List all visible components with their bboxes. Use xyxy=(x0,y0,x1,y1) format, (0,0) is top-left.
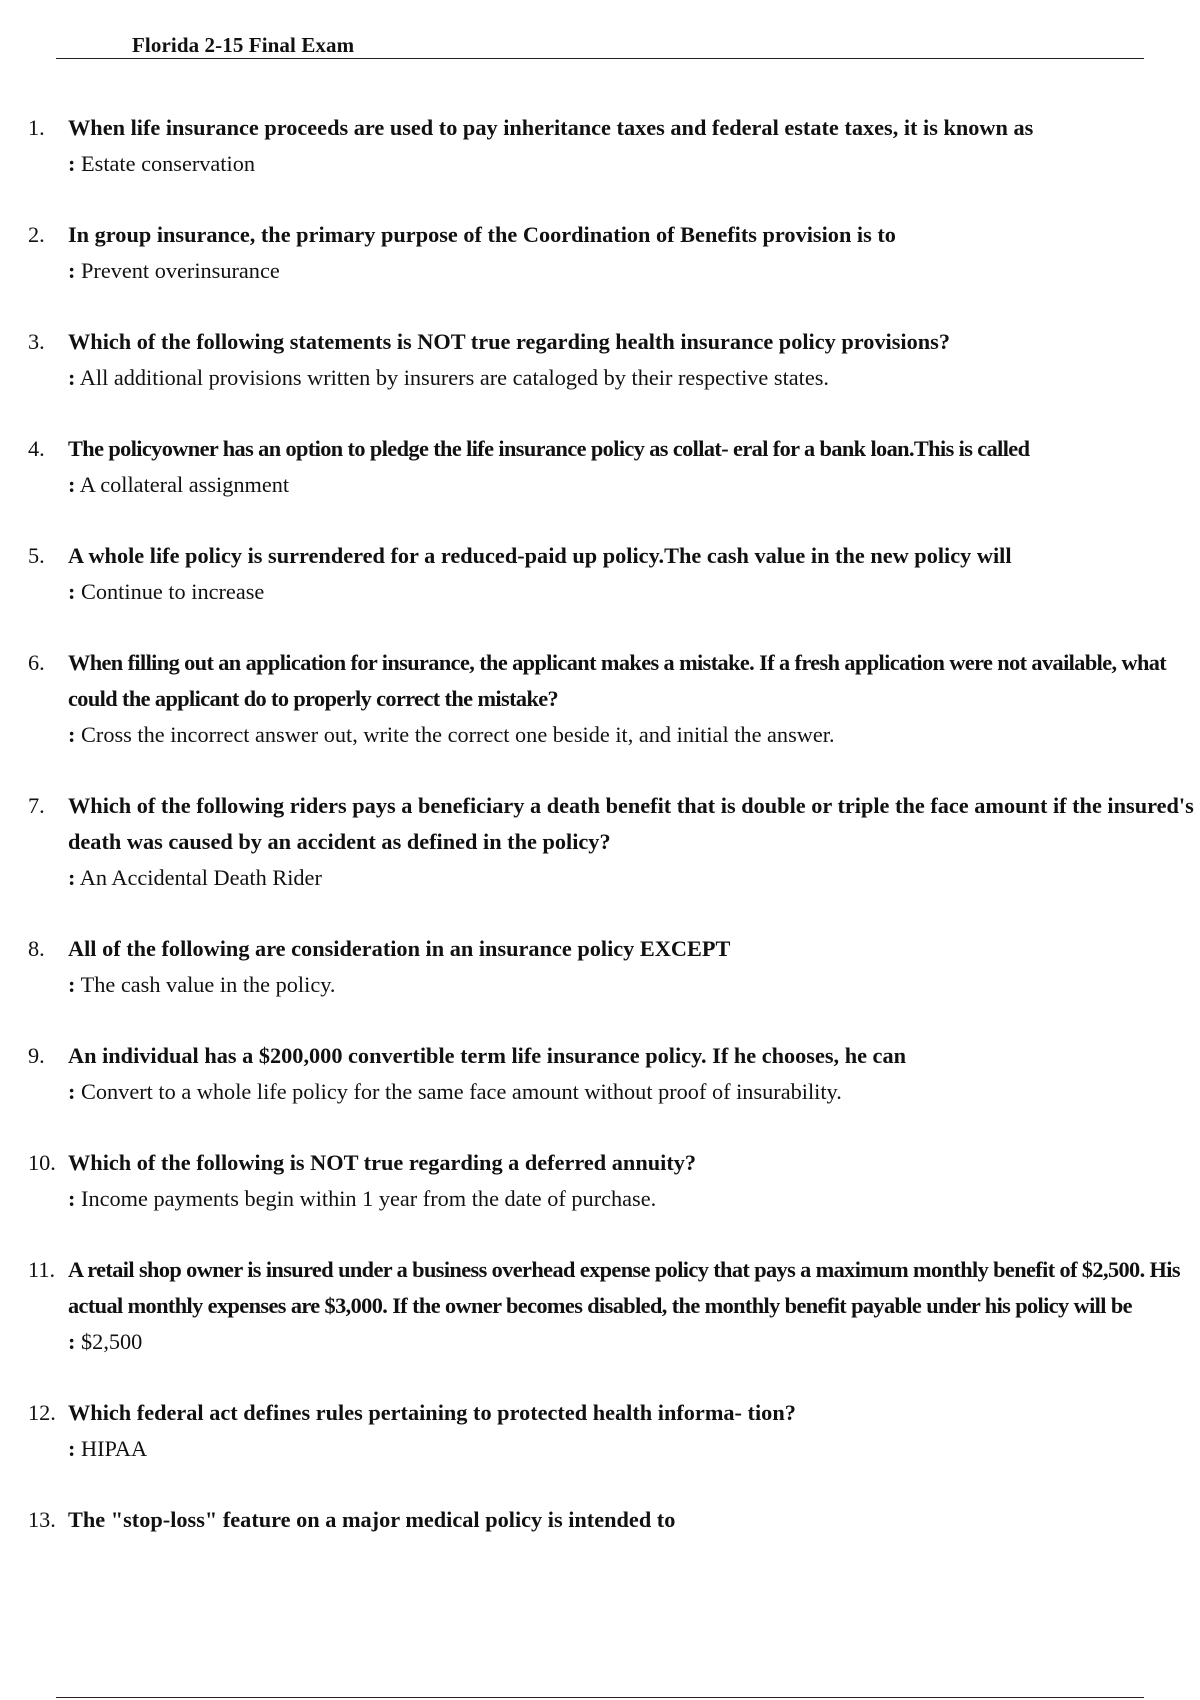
question-number: 7. xyxy=(28,793,45,818)
footer-divider xyxy=(56,1697,1144,1698)
answer-prefix: : xyxy=(68,579,76,604)
answer-text: HIPAA xyxy=(81,1436,148,1461)
answer-prefix: : xyxy=(68,1436,76,1461)
answer-prefix: : xyxy=(68,258,76,283)
answer-text: All additional provisions written by insurers are cataloged by their respective states. xyxy=(79,365,830,390)
answer-text: Estate conservation xyxy=(81,151,255,176)
answer-text: Cross the incorrect answer out, write the correct one beside it, and initial the answer. xyxy=(81,722,835,747)
answer-line xyxy=(68,146,1200,182)
question-item xyxy=(28,110,1200,182)
question-item xyxy=(28,1145,1200,1217)
answer-line xyxy=(68,717,1200,753)
answer-text: A collateral assignment xyxy=(79,472,290,497)
answer-line xyxy=(68,1324,1200,1360)
answer-prefix: : xyxy=(68,151,76,176)
answer-line xyxy=(68,1181,1200,1217)
question-item xyxy=(28,431,1200,503)
answer-text: $2,500 xyxy=(81,1329,143,1354)
question-item xyxy=(28,1038,1200,1110)
answer-text: Income payments begin within 1 year from the date of purchase. xyxy=(81,1186,657,1211)
answer-line xyxy=(68,467,1200,503)
question-text: Which of the following riders pays a beneficiary a death benefit that is double or triple the face amount if the insured's death was caused by an accident as defined in the policy? xyxy=(68,793,1200,854)
question-number: 13. xyxy=(28,1507,56,1532)
answer-line xyxy=(68,860,1200,896)
question-number: 1. xyxy=(28,115,45,140)
question-text: The "stop-loss" feature on a major medical policy is intended to xyxy=(68,1507,676,1532)
question-number: 4. xyxy=(28,436,45,461)
question-item xyxy=(28,645,1200,753)
question-number: 5. xyxy=(28,543,45,568)
answer-text: Prevent overinsurance xyxy=(81,258,280,283)
answer-prefix: : xyxy=(68,972,76,997)
question-item xyxy=(28,1502,1200,1538)
question-number: 11. xyxy=(28,1257,56,1282)
question-item xyxy=(28,1252,1200,1360)
question-number: 3. xyxy=(28,329,45,354)
question-text: Which of the following statements is NOT true regarding health insurance policy provisions? xyxy=(68,329,951,354)
question-text: The policyowner has an option to pledge the life insurance policy as collat- eral for a bank loan.This is called xyxy=(68,436,1030,461)
answer-text: An Accidental Death Rider xyxy=(79,865,322,890)
answer-line xyxy=(68,1074,1200,1110)
question-number: 9. xyxy=(28,1043,45,1068)
answer-text: The cash value in the policy. xyxy=(80,972,336,997)
question-item xyxy=(28,324,1200,396)
answer-line xyxy=(68,967,1200,1003)
question-item xyxy=(28,788,1200,896)
answer-line xyxy=(68,1431,1200,1467)
answer-prefix: : xyxy=(68,1329,76,1354)
answer-line xyxy=(68,574,1200,610)
question-text: When life insurance proceeds are used to pay inheritance taxes and federal estate taxes, it is known as xyxy=(68,115,1034,140)
question-number: 8. xyxy=(28,936,45,961)
question-text: Which federal act defines rules pertaining to protected health informa- tion? xyxy=(68,1400,796,1425)
answer-prefix: : xyxy=(68,1079,76,1104)
question-text: A retail shop owner is insured under a business overhead expense policy that pays a maximum monthly benefit of $2,500. His actual monthly expenses are $3,000. If the owner becomes disabled, the monthly benefit payable under his policy will be xyxy=(68,1257,1185,1318)
answer-text: Continue to increase xyxy=(81,579,265,604)
question-number: 12. xyxy=(28,1400,56,1425)
answer-prefix: : xyxy=(68,722,76,747)
answer-prefix: : xyxy=(68,1186,76,1211)
question-text: An individual has a $200,000 convertible term life insurance policy. If he chooses, he can xyxy=(68,1043,907,1068)
answer-line xyxy=(68,253,1200,289)
question-item xyxy=(28,217,1200,289)
answer-prefix: : xyxy=(68,472,76,497)
question-text: All of the following are consideration in an insurance policy EXCEPT xyxy=(68,936,731,961)
page-title: Florida 2-15 Final Exam xyxy=(132,33,355,57)
question-item xyxy=(28,931,1200,1003)
question-text: Which of the following is NOT true regarding a deferred annuity? xyxy=(68,1150,697,1175)
question-text: When filling out an application for insurance, the applicant makes a mistake. If a fresh application were not available, what could the applicant do to properly correct the mistake? xyxy=(68,650,1172,711)
question-number: 6. xyxy=(28,650,45,675)
answer-text: Convert to a whole life policy for the same face amount without proof of insurability. xyxy=(81,1079,842,1104)
answer-prefix: : xyxy=(68,365,76,390)
question-item xyxy=(28,1395,1200,1467)
page-header xyxy=(56,30,1144,59)
question-text: In group insurance, the primary purpose of the Coordination of Benefits provision is to xyxy=(68,222,896,247)
answer-line xyxy=(68,360,1200,396)
question-item xyxy=(28,538,1200,610)
question-list xyxy=(28,110,1200,1538)
question-number: 2. xyxy=(28,222,45,247)
question-text: A whole life policy is surrendered for a reduced-paid up policy.The cash value in the new policy will xyxy=(68,543,1012,568)
answer-prefix: : xyxy=(68,865,76,890)
question-number: 10. xyxy=(28,1150,56,1175)
